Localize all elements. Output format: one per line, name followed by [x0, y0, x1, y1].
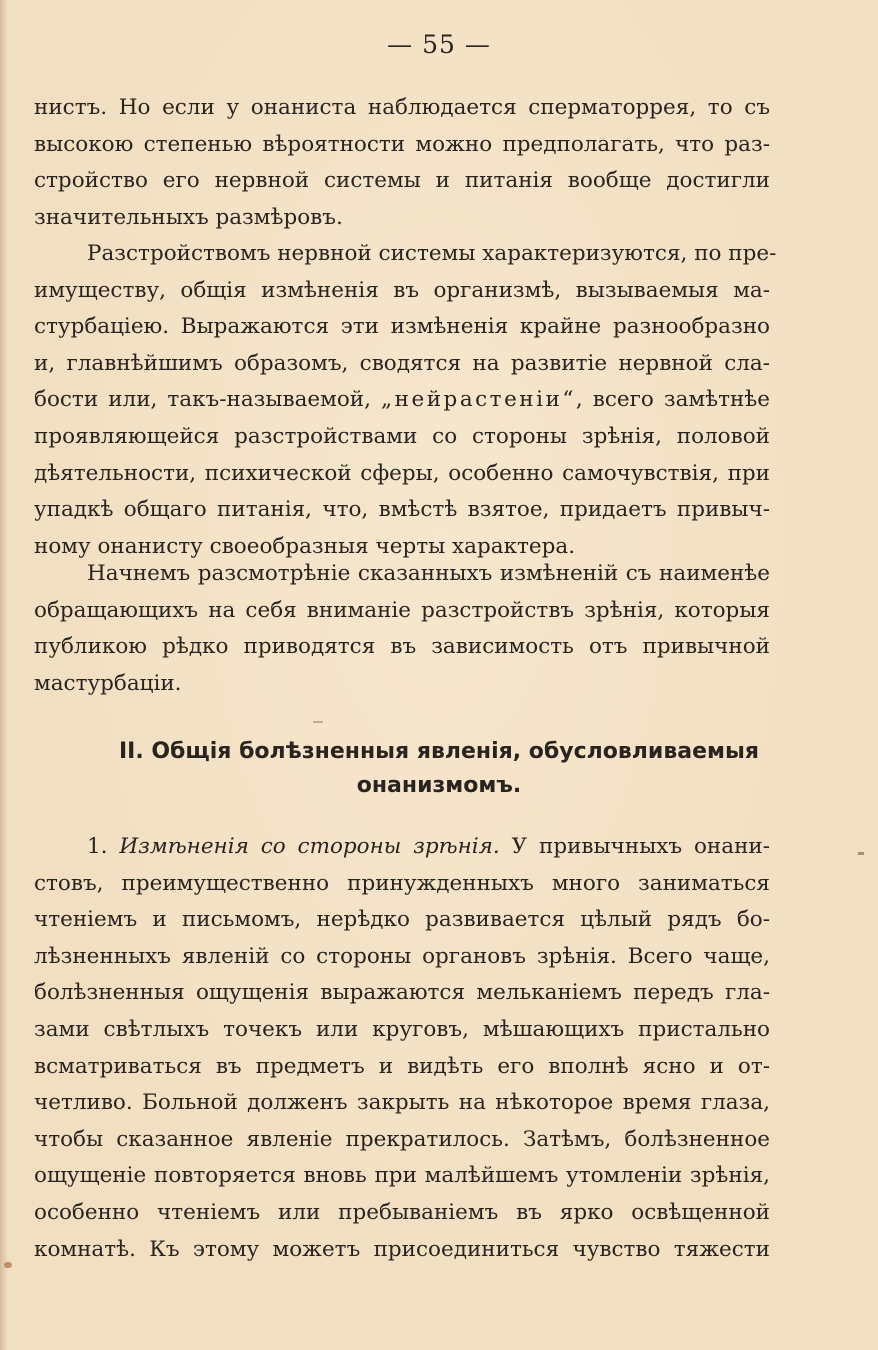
ink-spot	[4, 1262, 12, 1268]
text-segment: бости или, такъ-называемой,	[34, 387, 371, 413]
paragraph-4	[34, 829, 770, 1268]
text-line: лѣзненныхъ явленій со стороны органовъ зрѣнія. Всего чаще,	[34, 943, 770, 969]
text-line: мастурбаціи.	[34, 670, 182, 696]
text-line: стовъ, преимущественно принужденныхъ много заниматься	[34, 870, 770, 896]
text-line: чтобы сказанное явленіе прекратилось. Затѣмъ, болѣзненное	[34, 1126, 770, 1152]
text-line-mixed	[34, 382, 770, 419]
print-mark	[858, 852, 864, 855]
text-line: проявляющейся разстройствами со стороны зрѣнія, половой	[34, 423, 770, 449]
italic-subheading: Измѣненія со стороны зрѣнія.	[119, 834, 500, 859]
text-line: стройство его нервной системы и питанія вообще достигли	[34, 168, 770, 194]
text-line: нистъ. Но если у онаниста наблюдается сперматоррея, то съ	[34, 95, 770, 120]
text-line: зами свѣтлыхъ точекъ или круговъ, мѣшающихъ пристально	[34, 1016, 770, 1042]
text-line: болѣзненныя ощущенія выражаются мельканіемъ передъ гла-	[34, 980, 770, 1006]
text-line: публикою рѣдко приводятся въ зависимость отъ привычной	[34, 634, 770, 660]
page-edge-shadow	[0, 0, 8, 1350]
paragraph-1	[34, 90, 770, 236]
text-segment: У привычныхъ онани-	[499, 834, 770, 859]
text-line: стурбаціею. Выражаются эти измѣненія крайне разнообразно	[34, 314, 770, 340]
text-line: Разстройствомъ нервной системы характеризуются, по пре-	[87, 241, 777, 266]
text-line-mixed	[34, 829, 770, 866]
text-line: Начнемъ разсмотрѣніе сказанныхъ измѣненій съ наименѣе	[87, 561, 770, 586]
section-heading	[0, 735, 878, 803]
heading-line-1: II. Общія болѣзненныя явленія, обусловливаемыя	[118, 739, 760, 764]
text-line: ощущеніе повторяется вновь при малѣйшемъ утомленіи зрѣнія,	[34, 1163, 770, 1189]
text-line: и, главнѣйшимъ образомъ, сводятся на развитіе нервной сла-	[34, 350, 770, 376]
item-number: 1.	[87, 834, 108, 859]
text-line: всматриваться въ предметъ и видѣть его вполнѣ ясно и от-	[34, 1053, 770, 1079]
spaced-term: „нейрастеніи“	[381, 387, 576, 413]
text-line: особенно чтеніемъ или пребываніемъ въ ярко освѣщенной	[34, 1199, 770, 1225]
text-line: имуществу, общія измѣненія въ организмѣ, вызываемыя ма-	[34, 277, 770, 303]
text-line: комнатѣ. Къ этому можетъ присоединиться чувство тяжести	[34, 1236, 770, 1262]
print-mark	[313, 721, 323, 723]
text-line: значительныхъ размѣровъ.	[34, 204, 343, 230]
text-segment: , всего замѣтнѣе	[575, 387, 770, 413]
text-line: высокою степенью вѣроятности можно предполагать, что раз-	[34, 131, 770, 157]
paragraph-2	[34, 236, 777, 565]
text-line: чтеніемъ и письмомъ, нерѣдко развивается цѣлый рядъ бо-	[34, 907, 770, 933]
text-line: обращающихъ на себя вниманіе разстройствъ зрѣнія, которыя	[34, 597, 770, 623]
paragraph-3	[34, 556, 770, 702]
page-number: — 55 —	[387, 30, 491, 59]
text-line: ному онанисту своеобразныя черты характера.	[34, 533, 576, 559]
heading-line-2: онанизмомъ.	[356, 773, 522, 798]
text-line: дѣятельности, психической сферы, особенно самочувствія, при	[34, 460, 770, 486]
text-line: упадкѣ общаго питанія, что, вмѣстѣ взятое, придаетъ привыч-	[34, 497, 770, 523]
text-line: четливо. Больной долженъ закрыть на нѣкоторое время глаза,	[34, 1090, 770, 1116]
